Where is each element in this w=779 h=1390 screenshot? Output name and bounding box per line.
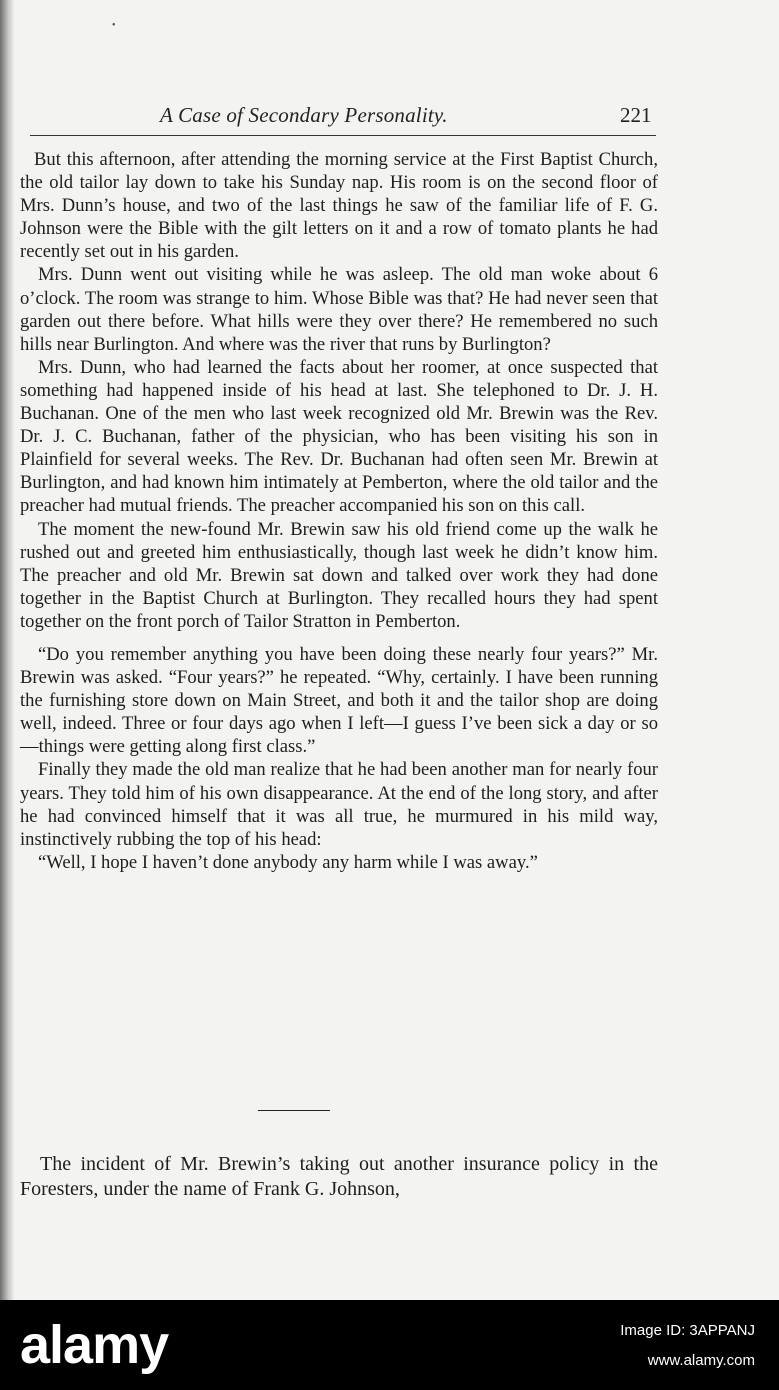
stock-url: www.alamy.com <box>647 1352 755 1369</box>
section-divider <box>258 1110 330 1111</box>
watermark-bar <box>0 1300 779 1390</box>
page-number: 221 <box>620 103 652 127</box>
book-spine-shadow <box>0 0 14 1300</box>
paragraph: Mrs. Dunn, who had learned the facts about her roomer, at once suspected that something had happened inside of his head at last. She telephoned to Dr. J. H. Buchanan. One of the men who last week recognized old Mr. Brewin was the Rev. Dr. J. C. Buchanan, father of the physician, who has been visiting his son in Plainfield for several weeks. The Rev. Dr. Buchanan had often seen Mr. Brewin at Burlington, and had known him intimately at Pemberton, where the old tailor and the preacher had mutual friends. The preacher accompanied his son on this call. <box>20 356 658 517</box>
paragraph: The incident of Mr. Brewin’s taking out another insurance policy in the Foresters, under the name of Frank G. Johnson, <box>20 1153 658 1200</box>
lower-text <box>20 1152 658 1201</box>
running-title: A Case of Secondary Personality. <box>160 103 448 127</box>
paragraph: But this afternoon, after attending the morning service at the First Baptist Church, the old tailor lay down to take his Sunday nap. His room is on the second floor of Mrs. Dunn’s house, and two of the last things he saw of the familiar life of F. G. Johnson were the Bible with the gilt letters on it and a row of tomato plants he had recently set out in his garden. <box>20 149 658 263</box>
header-rule <box>30 135 656 136</box>
image-id-label: Image ID: 3APPANJ <box>620 1322 755 1339</box>
paragraph-gap <box>20 633 658 643</box>
body-text <box>20 148 658 874</box>
paragraph: Mrs. Dunn went out visiting while he was asleep. The old man woke about 6 o’clock. The room was strange to him. Whose Bible was that? He had never seen that garden out there before. What hills were they over there? He remembered no such hills near Burlington. And where was the river that runs by Burlington? <box>20 264 658 355</box>
ink-speck: • <box>112 20 116 31</box>
paragraph: “Do you remember anything you have been doing these nearly four years?” Mr. Brewin was asked. “Four years?” he repeated. “Why, certainly. I have been running the furnishing store down on Main Street, and both it and the tailor shop are doing well, indeed. Three or four days ago when I left—I guess I’ve been sick a day or so—things were getting along first class.” <box>20 643 658 758</box>
paragraph: “Well, I hope I haven’t done anybody any harm while I was away.” <box>38 851 538 873</box>
alamy-logo: alamy <box>20 1315 169 1375</box>
paragraph: The moment the new-found Mr. Brewin saw his old friend come up the walk he rushed out and greeted him enthusiastically, though last week he didn’t know him. The preacher and old Mr. Brewin sat down and talked over work they had done together in the Baptist Church at Burlington. They recalled hours they had spent together on the front porch of Tailor Stratton in Pemberton. <box>20 518 658 632</box>
paragraph: Finally they made the old man realize that he had been another man for nearly four years. They told him of his own disappearance. At the end of the long story, and after he had convinced himself that it was all true, he murmured in his mild way, instinctively rubbing the top of his head: <box>20 759 658 850</box>
